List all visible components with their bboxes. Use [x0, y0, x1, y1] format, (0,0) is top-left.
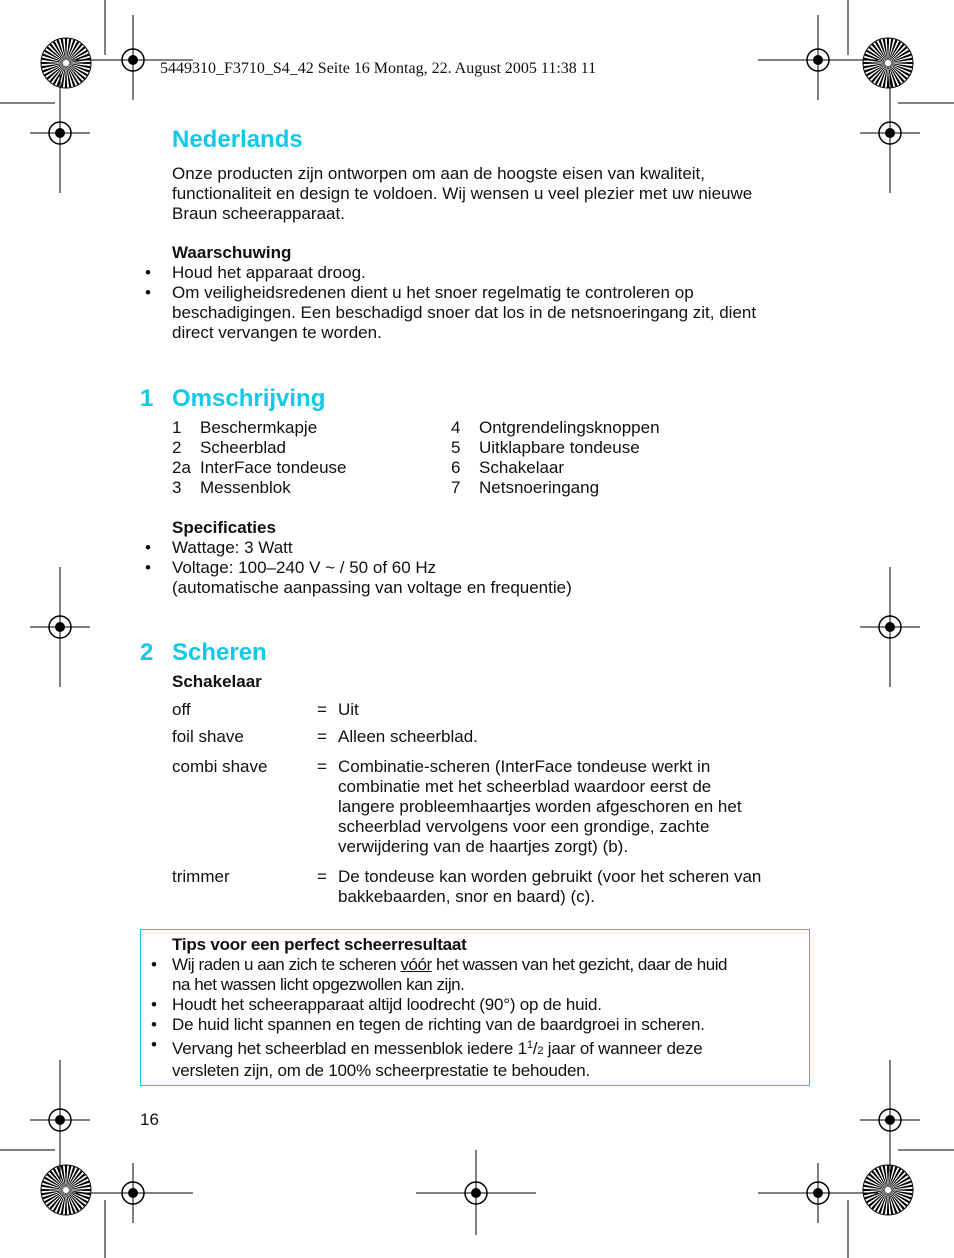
part-label: InterFace tondeuse [200, 458, 347, 477]
tip-item [172, 1035, 703, 1081]
spec-item [172, 538, 293, 558]
list-item [451, 478, 660, 498]
intro-line: Braun scheerapparaat. [172, 204, 345, 223]
bullet: • [145, 263, 151, 282]
switch-heading: Schakelaar [172, 672, 262, 691]
warning-line: beschadigingen. Een beschadigd snoer dat los in de netsnoeringang zit, dient [172, 303, 757, 322]
list-item [172, 418, 346, 438]
page-number: 16 [140, 1110, 159, 1129]
intro-line: functionaliteit en design te voldoen. Wij wensen u veel plezier met uw nieuwe [172, 184, 753, 203]
list-item [172, 438, 346, 458]
list-item [172, 458, 346, 478]
section-heading-scheren [140, 639, 267, 667]
tip-text: Wij raden u aan zich te scheren [172, 955, 401, 974]
section-number: 1 [140, 385, 154, 412]
setting-line: Uit [338, 700, 359, 719]
section-heading-omschrijving [140, 385, 326, 413]
setting-term: off [172, 700, 191, 719]
tip-text: het wassen van het gezicht, daar de huid [431, 955, 728, 974]
setting-description [338, 867, 761, 907]
part-label: Messenblok [200, 478, 291, 497]
equals-sign: = [317, 727, 327, 746]
tip-text: Vervang het scheerblad en messenblok iedere 1 [172, 1039, 527, 1058]
section-title: Omschrijving [172, 385, 326, 412]
spec-line: Voltage: 100–240 V ~ / 50 of 60 Hz [172, 558, 437, 577]
parts-list-right [451, 418, 660, 498]
part-number: 3 [172, 478, 182, 497]
setting-line: De tondeuse kan worden gebruikt (voor het scheren van [338, 867, 762, 886]
equals-sign: = [317, 867, 327, 886]
setting-description [338, 700, 359, 720]
fraction-numerator: 1 [526, 1039, 533, 1051]
part-label: Netsnoeringang [479, 478, 600, 497]
bullet: • [145, 538, 151, 557]
tip-text: versleten zijn, om de 100% scheerprestatie te behouden. [172, 1061, 591, 1080]
list-item [451, 418, 660, 438]
part-number: 1 [172, 418, 182, 437]
fraction-denominator: 2 [537, 1045, 544, 1057]
section-number: 2 [140, 639, 154, 666]
page-title: Nederlands [172, 126, 303, 153]
part-label: Ontgrendelingsknoppen [479, 418, 660, 437]
spec-line: Wattage: 3 Watt [172, 538, 293, 557]
warning-heading: Waarschuwing [172, 243, 292, 262]
part-number: 5 [451, 438, 461, 457]
setting-line: bakkebaarden, snor en baard) (c). [338, 887, 596, 906]
setting-line: combinatie met het scheerblad waardoor eerst de [338, 777, 712, 796]
bullet: • [151, 995, 157, 1014]
part-number: 7 [451, 478, 461, 497]
tip-item: De huid licht spannen en tegen de richting van de baardgroei in scheren. [172, 1015, 705, 1034]
print-slug: 5449310_F3710_S4_42 Seite 16 Montag, 22. August 2005 11:38 11 [160, 60, 597, 77]
tip-item: Houdt het scheerapparaat altijd loodrecht (90°) op de huid. [172, 995, 602, 1014]
intro-line: Onze producten zijn ontworpen om aan de hoogste eisen van kwaliteit, [172, 164, 705, 183]
specs-heading: Specificaties [172, 518, 276, 537]
warning-item [172, 283, 756, 343]
part-number: 6 [451, 458, 461, 477]
section-title: Scheren [172, 639, 267, 666]
part-label: Uitklapbare tondeuse [479, 438, 640, 457]
part-label: Scheerblad [200, 438, 287, 457]
tip-text: na het wassen licht opgezwollen kan zijn. [172, 975, 465, 994]
intro-paragraph [172, 164, 752, 224]
part-number: 2a [172, 458, 191, 477]
spec-line: (automatische aanpassing van voltage en frequentie) [172, 578, 572, 597]
tip-item [172, 955, 727, 995]
star-target-icon [41, 38, 91, 88]
setting-line: Combinatie-scheren (InterFace tondeuse werkt in [338, 757, 711, 776]
setting-term: foil shave [172, 727, 244, 746]
bullet: • [151, 1035, 157, 1054]
part-number: 2 [172, 438, 182, 457]
star-target-icon [863, 38, 913, 88]
setting-line: langere probleemhaartjes worden afgeschoren en het [338, 797, 742, 816]
equals-sign: = [317, 757, 327, 776]
setting-term: combi shave [172, 757, 268, 776]
setting-term: trimmer [172, 867, 230, 886]
star-target-icon [863, 1165, 913, 1215]
setting-line: scheerblad vervolgens voor een grondige, zachte [338, 817, 710, 836]
list-item [172, 478, 346, 498]
warning-line: direct vervangen te worden. [172, 323, 382, 342]
setting-description [338, 727, 478, 747]
equals-sign: = [317, 700, 327, 719]
setting-line: verwijdering van de haartjes zorgt) (b). [338, 837, 629, 856]
spec-item [172, 558, 572, 598]
warning-line: Houd het apparaat droog. [172, 263, 366, 282]
list-item [451, 458, 660, 478]
bullet: • [151, 955, 157, 974]
bullet: • [145, 283, 151, 302]
setting-line: Alleen scheerblad. [338, 727, 478, 746]
parts-list-left [172, 418, 346, 498]
tip-emphasis: vóór [400, 955, 432, 974]
setting-description [338, 757, 742, 857]
bullet: • [145, 558, 151, 577]
part-label: Beschermkapje [200, 418, 318, 437]
star-target-icon [41, 1165, 91, 1215]
list-item [451, 438, 660, 458]
warning-line: Om veiligheidsredenen dient u het snoer regelmatig te controleren op [172, 283, 694, 302]
bullet: • [151, 1015, 157, 1034]
tip-text: jaar of wanneer deze [543, 1039, 703, 1058]
tips-heading: Tips voor een perfect scheerresultaat [172, 935, 467, 954]
part-label: Schakelaar [479, 458, 565, 477]
part-number: 4 [451, 418, 461, 437]
fraction-slash: / [532, 1039, 538, 1058]
warning-item [172, 263, 366, 283]
